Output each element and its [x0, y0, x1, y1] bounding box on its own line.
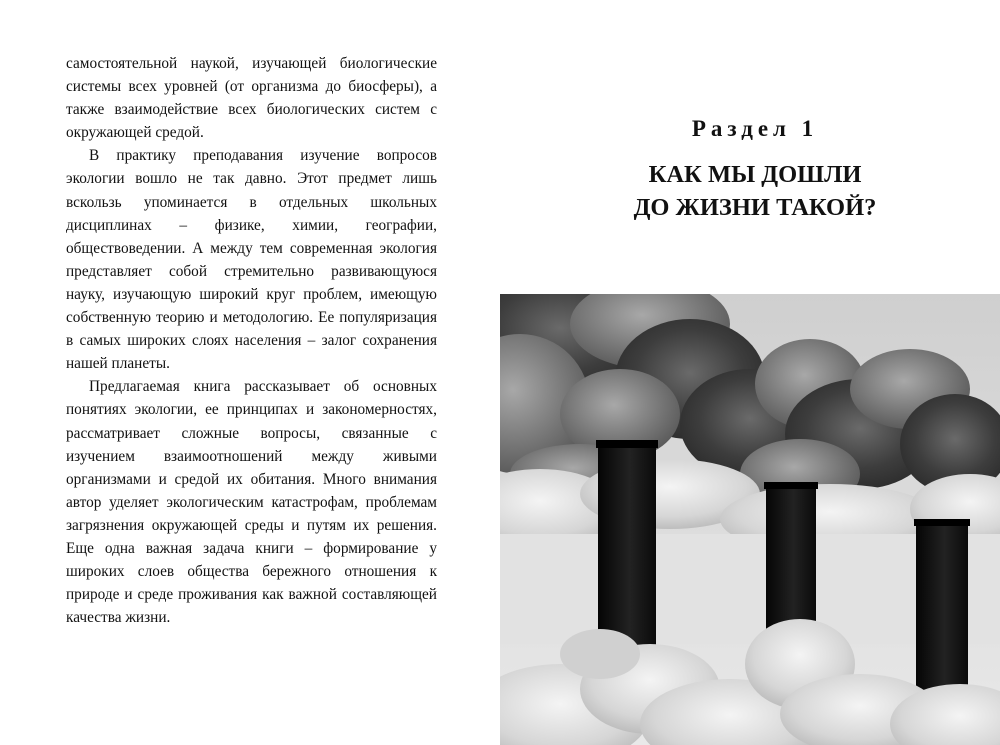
paragraph-3: Предлагаемая книга рассказывает об основных понятиях экологии, ее принципах и закономерностях, рассматривает сложные вопросы, связанные с изучением взаимоотношений между живыми организмами и средой их обитания. Много внимания автор уделяет экологическим катастрофам, проблемам загрязнения окружающей среды и путям их решения. Еще одна важная задача книги – формирование у широких слоев общества бережного отношения к природе и среде проживания как важной составляющей качества жизни.	[66, 378, 437, 627]
section-title-line-2: ДО ЖИЗНИ ТАКОЙ?	[633, 194, 877, 221]
section-label: Раздел 1	[691, 116, 819, 141]
smokestacks-photo	[500, 294, 1000, 745]
section-title	[600, 158, 910, 224]
left-page-text	[66, 52, 437, 629]
paragraph-1: самостоятельной наукой, изучающей биологические системы всех уровней (от организма до биосферы), а также взаимодействие всех биологических систем с окружающей средой.	[66, 55, 437, 142]
smokestacks-illustration	[500, 294, 1000, 745]
paragraph-2: В практику преподавания изучение вопросов экологии вошло не так давно. Этот предмет лишь вскользь упоминается в отдельных школьных дисциплинах – физике, химии, географии, обществоведении. А между тем современная экология представляет собой стремительно развивающуюся науку, изучающую широкий круг проблем, имеющую собственную теорию и методологию. Ее популяризация в самых широких слоях населения – залог сохранения нашей планеты.	[66, 147, 437, 373]
section-title-line-1: КАК МЫ ДОШЛИ	[648, 161, 862, 188]
